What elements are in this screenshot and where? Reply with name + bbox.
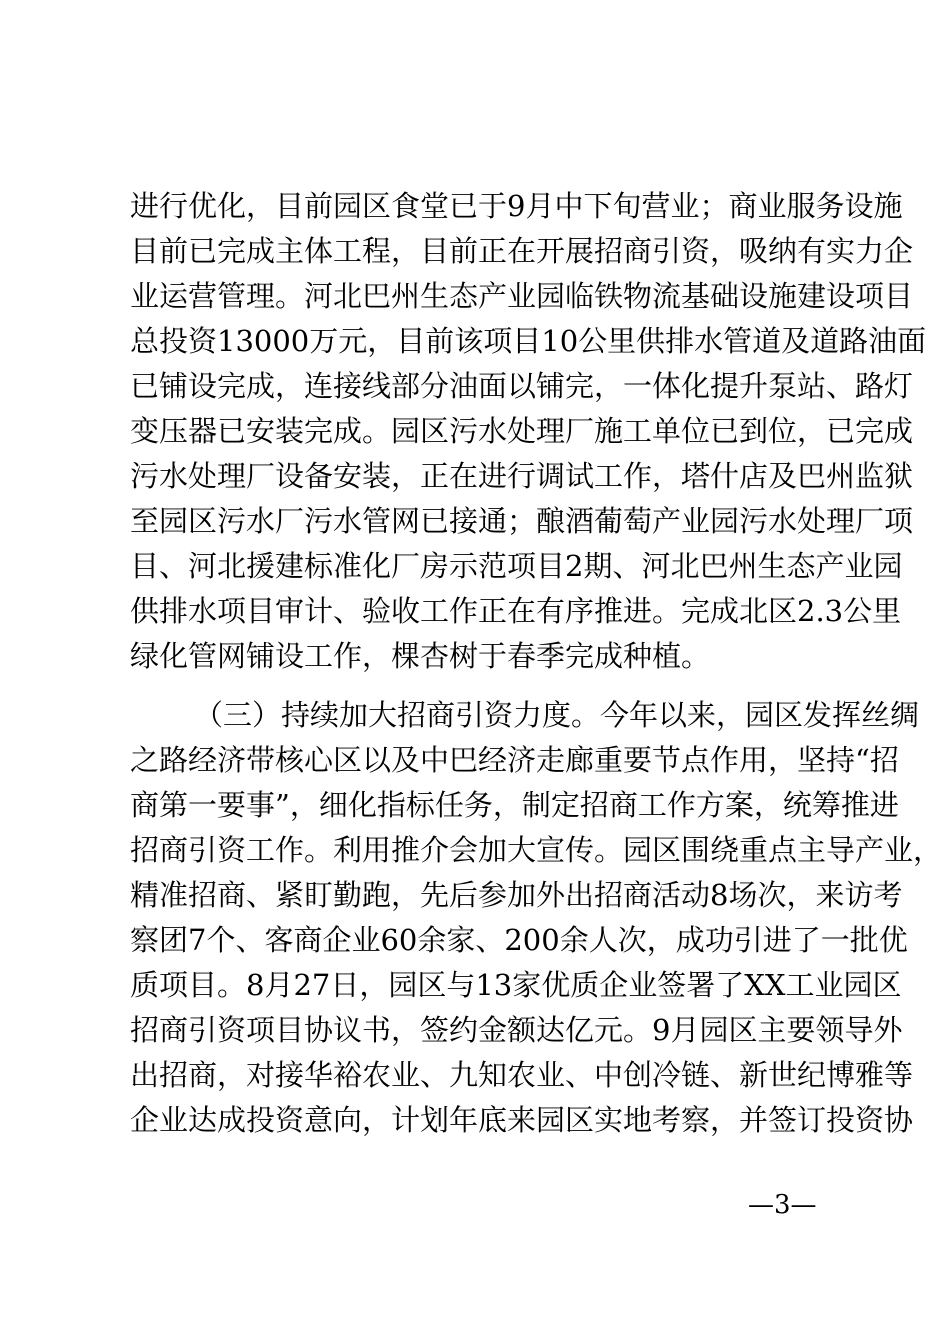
text-line: 业运营管理。河北巴州生态产业园临铁物流基础设施建设项目 [130,279,914,313]
text-line: 质项目。8月27日，园区与13家优质企业签署了XX工业园区 [130,968,902,1002]
text-line: 污水处理厂设备安装，正在进行调试工作，塔什店及巴州监狱 [130,459,914,493]
text-line: 之路经济带核心区以及中巴经济走廊重要节点作用，坚持“招 [130,743,899,777]
text-line: 进行优化，目前园区食堂已于9月中下旬营业；商业服务设施 [130,189,903,223]
text-line: 招商引资项目协议书，签约金额达亿元。9月园区主要领导外 [130,1013,903,1047]
text-line: 变压器已安装完成。园区污水处理厂施工单位已到位，已完成 [130,414,914,448]
text-line: 精准招商、紧盯勤跑，先后参加外出招商活动8场次，来访考 [130,878,903,912]
text-line: 商第一要事”，细化指标任务，制定招商工作方案，统筹推进 [130,788,899,822]
page-number: —3— [748,1190,817,1220]
text-line: 总投资13000万元，目前该项目10公里供排水管道及道路油面 [130,324,927,358]
text-line: 目、河北援建标准化厂房示范项目2期、河北巴州生态产业园 [130,549,903,583]
text-line: （三）持续加大招商引资力度。今年以来，园区发挥丝绸 [194,698,920,732]
text-line: 招商引资工作。利用推介会加大宣传。园区围绕重点主导产业， [130,833,943,867]
text-line: 目前已完成主体工程，目前正在开展招商引资，吸纳有实力企 [130,234,914,268]
paragraph-infrastructure [130,184,927,679]
paragraph-investment-promotion [130,693,943,1143]
text-line: 察团7个、客商企业60余家、200余人次，成功引进了一批优 [130,923,908,957]
text-line: 供排水项目审计、验收工作正在有序推进。完成北区2.3公里 [130,594,902,628]
text-line: 已铺设完成，连接线部分油面以铺完，一体化提升泵站、路灯 [130,369,914,403]
text-line: 出招商，对接华裕农业、九知农业、中创冷链、新世纪博雅等 [130,1058,914,1092]
text-line: 企业达成投资意向，计划年底来园区实地考察，并签订投资协 [130,1103,914,1137]
text-line: 至园区污水厂污水管网已接通；酿酒葡萄产业园污水处理厂项 [130,504,914,538]
text-line: 绿化管网铺设工作，棵杏树于春季完成种植。 [130,639,711,673]
